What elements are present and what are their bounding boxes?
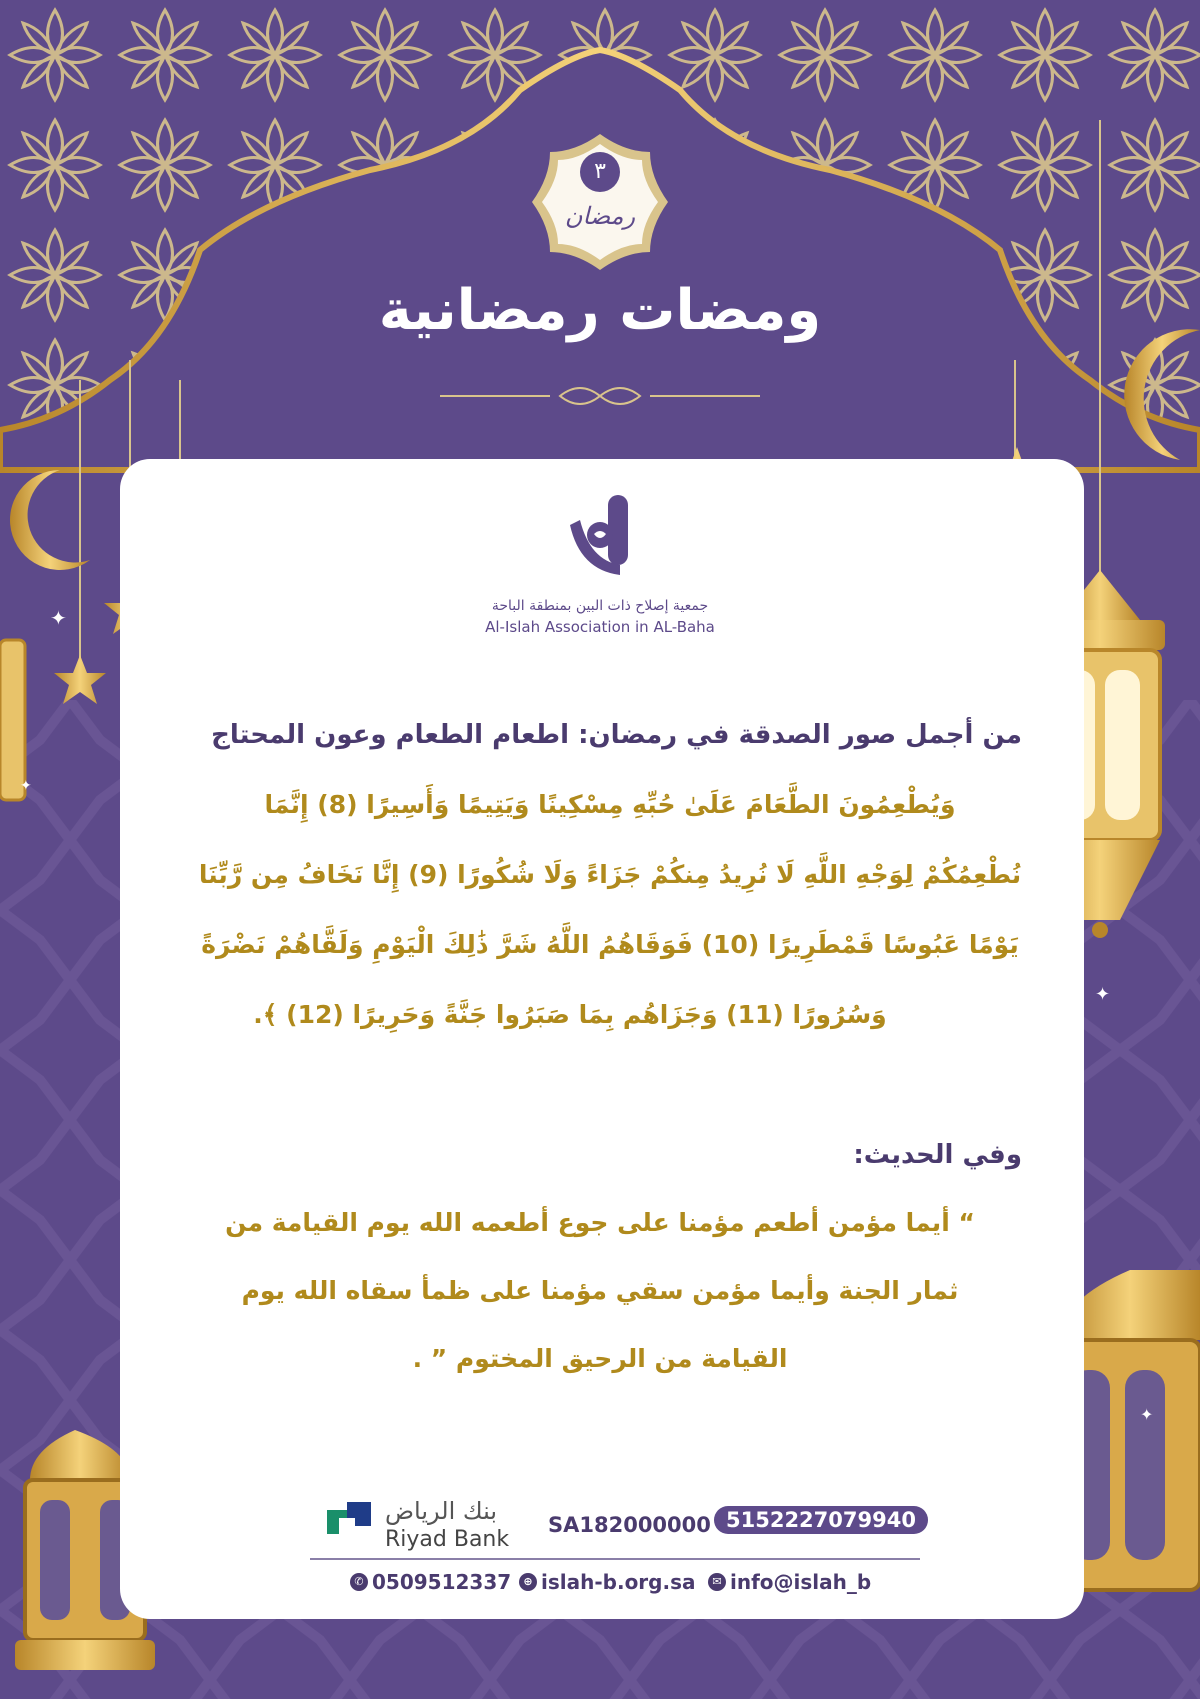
bank-name-arabic: بنك الرياض [385,1497,498,1525]
association-logo-icon [560,490,650,580]
hadith-line-3: القيامة من الرحيق المختوم ” . [412,1344,788,1373]
page-title: ومضات رمضانية [378,278,822,343]
org-name-arabic: جمعية إصلاح ذات البين بمنطقة الباحة [491,598,709,614]
svg-text:✦: ✦ [1140,1405,1154,1424]
email-icon: ✉ [708,1573,726,1591]
ramadan-day-badge [530,132,670,272]
hadith-label: وفي الحديث: [853,1140,1022,1170]
website-text[interactable]: islah-b.org.sa [541,1570,696,1594]
org-name-english: Al-Islah Association in AL-Baha [485,618,715,636]
day-number: ٣ [580,152,620,192]
ramadan-word: رمضان [564,202,636,230]
globe-icon: ⊕ [519,1573,537,1591]
intro-line: من أجمل صور الصدقة في رمضان: اطعام الطعام وعون المحتاج [211,720,1022,750]
iban-number-badge: 5152227079940 [714,1506,928,1534]
bank-name-english: Riyad Bank [385,1527,510,1552]
hadith-line-2: ثمار الجنة وأيما مؤمن سقي مؤمنا على ظمأ سقاه الله يوم [241,1276,959,1305]
contact-email[interactable] [708,1570,871,1594]
contact-phone [350,1570,511,1594]
svg-text:✦: ✦ [50,606,67,630]
svg-text:✦: ✦ [1095,984,1111,1005]
verse-line-4: وَسُرُورًا (11) وَجَزَاهُم بِمَا صَبَرُوا جَنَّةً وَحَرِيرًا (12) ﴾. [253,1000,887,1029]
phone-text: 0509512337 [372,1570,512,1594]
riyad-bank-logo-icon [325,1500,373,1548]
footer-divider [310,1558,920,1560]
email-text[interactable]: info@islah_b [730,1570,872,1594]
hadith-line-1: “ أيما مؤمن أطعم مؤمنا على جوع أطعمه الله يوم القيامة من [225,1208,975,1237]
phone-icon: ✆ [350,1573,368,1591]
svg-text:✦: ✦ [20,778,32,794]
verse-line-2: نُطْعِمُكُمْ لِوَجْهِ اللَّهِ لَا نُرِيدُ مِنكُمْ جَزَاءً وَلَا شُكُورًا (9) إِنَّا نَخَافُ مِن رَّبِّنَا [198,860,1022,889]
verse-line-3: يَوْمًا عَبُوسًا قَمْطَرِيرًا (10) فَوَقَاهُمُ اللَّهُ شَرَّ ذَٰلِكَ الْيَوْمِ وَلَقَّاهُمْ نَضْرَةً [201,930,1019,959]
iban-prefix: SA182000000 [548,1513,711,1537]
verse-line-1: وَيُطْعِمُونَ الطَّعَامَ عَلَىٰ حُبِّهِ مِسْكِينًا وَيَتِيمًا وَأَسِيرًا (8) إِنَّمَا [264,790,956,819]
contact-website[interactable] [519,1570,695,1594]
